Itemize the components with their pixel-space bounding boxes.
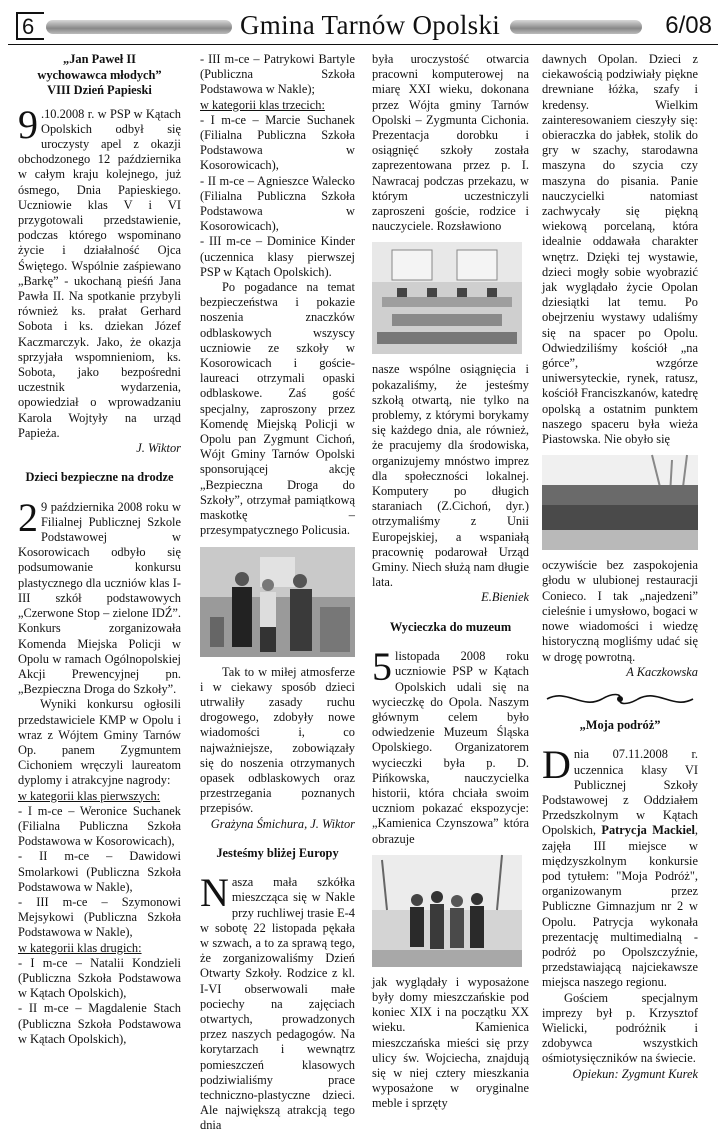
list-item: - I m-ce – Marcie Suchanek (Filialna Publiczna Szkoła Podstawowa w Kosorowicach), [200,112,355,173]
drop-cap: N [200,870,229,916]
article-signature: E.Bieniek [481,590,529,605]
article-paragraph: jak wyglądały i wyposażone były domy mieszczańskie pod koniec XIX i na początku XX wieku. Kamienica mieszczańska mieści się przy ulicy św. Wojciecha, znajdują się w niej cztery mieszkania wyposażone w oryginalne meble i sprzęty [372,974,529,1111]
category-heading: w kategorii klas trzecich: [200,97,325,112]
column-3 [372,52,529,1112]
article-paragraph: Po pogadance na temat bezpieczeństwa i pokazie noszenia znaczków odblaskowych wszyscy uczniowie ze szkoły w Kosorowicach i goście-laureaci otrzymali opaski odblaskowe. Zaś gość specjalny, zaproszony przez Komendę Miejską Policji w Opolu pan Zygmunt Cichoń, Wójt Gminy Tarnów Opolski sponsorującej akcję „Bezpieczna Droga do Szkoły”, otrzymał pamiątkową maskotkę – przesympatycznego Policusia. [200,280,355,538]
article-signature: A Kaczkowska [626,664,698,679]
list-item: - II m-ce – Dawidowi Smolarkowi (Publiczna Szkoła Podstawowa w Nakle), [18,849,181,894]
article-paragraph: dawnych Opolan. Dzieci z ciekawością podziwiały piękne drewniane łóżka, szafy i kredensy. Wielkim zainteresowaniem cieszyły się: obieraczka do jabłek, stolik do gry w szachy, starodawna maszyna do szycia czy maszyna do pisania. Panie nauczycielki natomiast zachwycały się piękną wiekową porcelaną, która idealnie oddawała charakter wnętrz. Dzięki tej wystawie, dzieci mogły sobie wyobrazić jak wyglądało życie Opolan dziesiątki lat temu. Po obejrzeniu wystawy udaliśmy się na spacer po Opolu. Odwiedziliśmy kościół „na górce”, wzgórze uniwersyteckie, rynek, ratusz, kościół Franciszkanów, katedrę opolską a ostatnim punktem naszego spaceru była wieża Piastowska. Nie obyło się [542,52,698,447]
header-bar-left [46,20,232,34]
drop-cap: 5 [372,644,392,690]
header-bar-right [510,20,642,34]
list-item: - III m-ce – Dominice Kinder (uczennica klasy pierwszej PSP w Kątach Opolskich). [200,234,355,279]
photo-school-group [542,455,698,550]
article-signature: J. Wiktor [136,440,181,455]
article-paragraph: oczywiście bez zaspokojenia głodu w ulubionej restauracji Conieco. I tak „najedzeni” cieleśnie i umysłowo, bogaci w nowe wiadomości i wiedzę historyczną mogliśmy udać się w drogę powrotną. [542,558,698,664]
article-title: „Jan Paweł II wychowawca młodych” VIII Dzień Papieski [37,52,162,97]
article-title: Dzieci bezpieczne na drodze [25,470,174,485]
column-2 [200,52,355,1134]
student-name: Patrycja Mackiel [601,823,695,838]
article-paragraph: Gościem specjalnym imprezy był p. Krzysztof Wielicki, podróżnik i zdobywca wszystkich ośmiotysięczników na świecie. [542,990,698,1066]
article-paragraph: Tak to w miłej atmosferze i w ciekawy sposób dzieci utrwaliły zasady ruchu drogowego, zdobyły nowe wiadomości i, co najważniejsze, zobowiązały się do noszenia otrzymanych opasek odblaskowych oraz przestrzegania poznanych przepisów. [200,664,355,816]
category-heading: w kategorii klas drugich: [18,940,142,955]
page-number: 6 [22,14,35,39]
article-paragraph: nasze wspólne osiągnięcia i pokazaliśmy, że jesteśmy szkołą otwartą, nie tylko na problemy, z którymi borykamy się każdego dnia, ale również, że pracujemy dla środowiska, organizujemy mnóstwo imprez dla społeczności lokalnej. Komputery po długich staraniach (Z.Cichoń, dyr.) otrzymaliśmy z Unii Europejskiej, a wspaniałą pracownię podarował Urząd Gminy. Niech służą nam długie lata. [372,362,529,590]
drop-cap: 2 [18,494,38,540]
list-item: - II m-ce – Magdalenie Stach (Publiczna Szkoła Podstawowa w Kątach Opolskich), [18,1001,181,1046]
article-title: Jesteśmy bliżej Europy [216,845,339,860]
article-body: 2 9 października 2008 roku w Filialnej Publicznej Szkole Podstawowej w Kosorowicach odbyło się podsumowanie konkursu plastycznego dla uczniów klas I-III szkół podstawowych „Czerwone Stop – zielone IDŹ”. Konkurs zorganizowała Komenda Miejska Policji w Opolu w ramach Ogólnopolskiej Akcji Prewencyjnej pn. „Bezpieczna Droga do Szkoły”. [18,494,181,697]
list-item: - III m-ce – Szymonowi Mejsykowi (Publiczna Szkoła Podstawowa w Nakle), [18,894,181,940]
category-heading: w kategorii klas pierwszych: [18,788,161,803]
header-rule [8,44,718,45]
list-item: - I m-ce – Weronice Suchanek (Filialna Publiczna Szkoła Podstawowa w Kosorowicach), [18,803,181,849]
article-signature: Opiekun: Zygmunt Kurek [572,1066,698,1081]
drop-cap: 9 [18,101,38,147]
article-body: 5 listopada 2008 roku uczniowie PSP w Kątach Opolskich udali się na wycieczkę do Opola. Naszym głównym celem było odwiedzenie Muzeum Śląska Opolskiego. Organizatorem wycieczki była p. D. Pińkowska, nauczycielka historii, która chciała swoim uczniom pokazać ekspozycje: „Kamienica Czynszowa” która obrazuje [372,644,529,846]
column-4 [542,52,698,1082]
drop-cap: D [542,742,571,788]
column-1 [18,52,181,1047]
article-title: „Moja podróż” [579,717,661,732]
photo-award-ceremony [200,547,355,657]
article-body: 9 .10.2008 r. w PSP w Kątach Opolskich odbył się uroczysty apel z okazji obchodzonego 12 października w całym kraju kolejnego, już ósmego, Dnia Papieskiego. Uczniowie klas V i VI przygotowali przedstawienie, podczas którego wspominano życie i działalność Ojca Świętego. Wspólnie zaśpiewano „Barkę” - ukochaną pieśń Jana Pawła II. Na spotkanie przybyli również ks. prałat Gerhard Sobota i ks. dziekan Józef Kaczmarczyk. Jako, że okazja sprzyjała wspomnieniom, ks. Sobota, jako bezpośredni uczestnik wydarzenia, opowiedział o wprowadzaniu Karola Wojtyły na urząd Papieża. [18,101,181,440]
list-item: - III m-ce – Patrykowi Bartyle (Publiczna Szkoła Podstawowa w Nakle); [200,52,355,97]
issue-number: 6/08 [665,12,712,39]
article-paragraph: Wyniki konkursu ogłosili przedstawiciele KMP w Opolu i wraz z Wójtem Gminy Tarnów Op. panem Zygmuntem Cichoniem wręczyli laureatom dyplomy i atrakcyjne nagrody: [18,697,181,788]
article-body: Nasza mała szkółka mieszcząca się w Nakle przy ruchliwej trasie E-4 w sobotę 22 listopada pękała w szwach, a to za sprawą tego, że zorganizowaliśmy Dzień Otwarty Szkoły. Rodzice z kl. I-VI obserwowali małe pociechy na zajęciach otwartych, prowadzonych przez naszych pedagogów. Na korytarzach i wewnątrz pomieszczeń klasowych podziwialiśmy prace techniczno-plastyczne dzieci. Ale największą atrakcją tego dnia [200,870,355,1133]
article-title: Wycieczka do muzeum [389,619,512,634]
ornament-divider [542,688,698,710]
list-item: - II m-ce – Agnieszce Walecko (Filialna Publiczna Szkoła Podstawowa w Kosorowicach), [200,173,355,234]
photo-museum-group [372,855,522,967]
photo-computer-lab [372,242,522,354]
page-header [8,6,720,46]
article-signature: Grażyna Śmichura, J. Wiktor [210,816,355,831]
article-body: Dnia 07.11.2008 r. uczennica klasy VI Publicznej Szkoły Podstawowej z Oddziałem Przedszkolnym w Kątach Opolskich, Patrycja Mackiel, zajęła III miejsce w międzyszkolnym konkursie pod tytułem: "Moja Podróż", organizowanym przez Publiczne Gimnazjum nr 2 w Opolu. Patrycja wykonała prezentację multimedialną - podróż po Opolszczyźnie, przedstawiającą najciekawsze miejsca naszego regionu. [542,742,698,990]
masthead-title: Gmina Tarnów Opolski [240,10,501,40]
list-item: - I m-ce – Natalii Kondzieli (Publiczna Szkoła Podstawowa w Kątach Opolskich), [18,955,181,1001]
article-paragraph: była uroczystość otwarcia pracowni komputerowej na miarę XXI wieku, dokonana przez Wójta gminy Tarnów Opolski – Zygmunta Cichonia. Prezentacja dorobku i osiągnięć szkoły została zaprezentowana przez p. I. Nawracaj podczas przekazu, w którym uczestniczyli zaproszeni goście, rodzice i nauczyciele. Rozsławiono [372,52,529,234]
